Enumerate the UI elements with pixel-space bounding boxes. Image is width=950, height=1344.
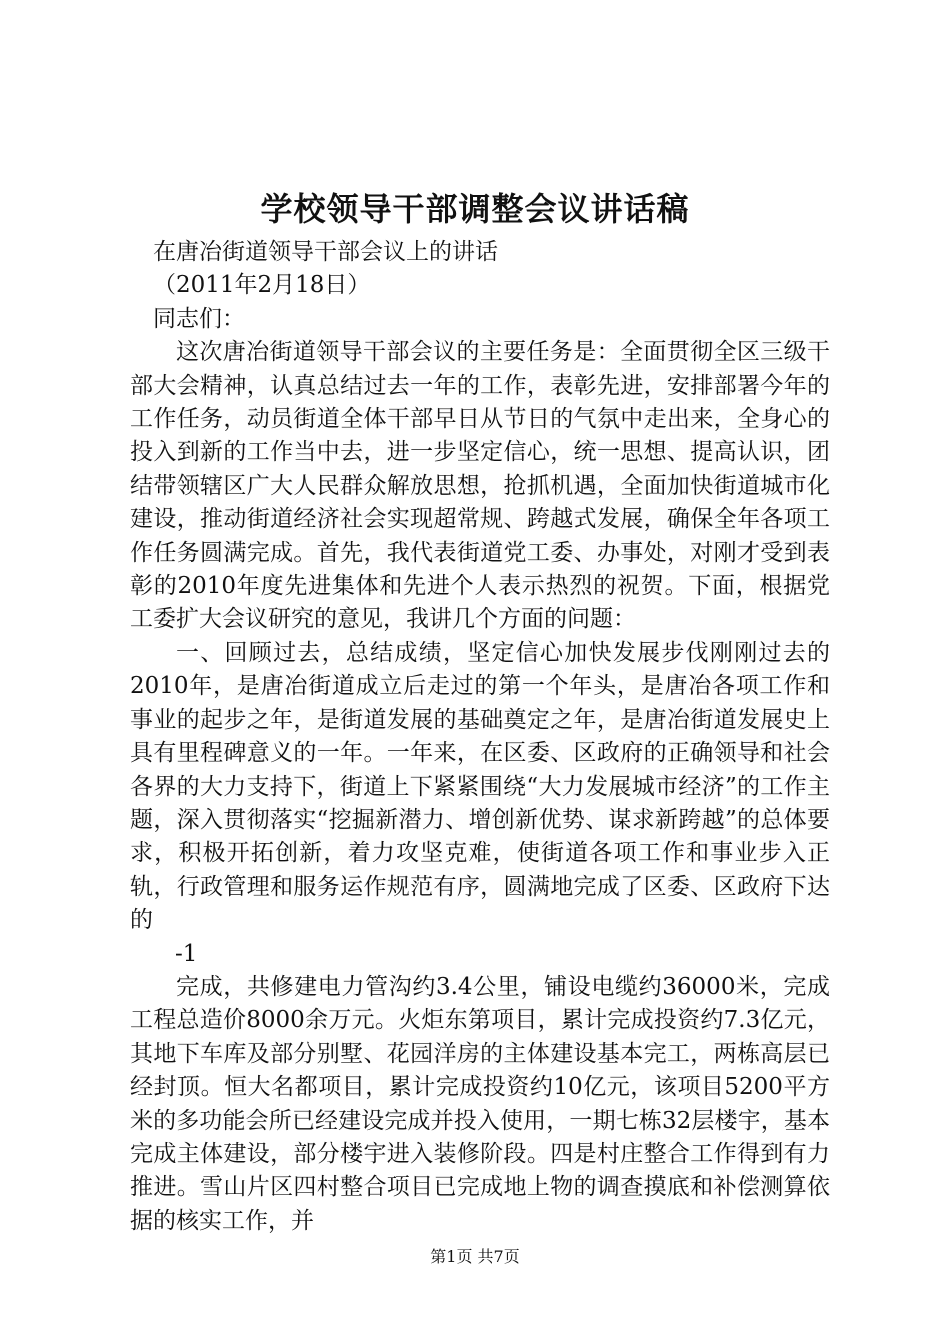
inline-page-number: -1 — [175, 940, 198, 967]
document-body — [130, 236, 830, 1238]
speech-subtitle: 在唐冶街道领导干部会议上的讲话 — [153, 239, 498, 265]
document-title: 学校领导干部调整会议讲话稿 — [260, 190, 690, 228]
salutation: 同志们： — [153, 305, 245, 332]
paragraph: 完成，共修建电力管沟约3.4公里，铺设电缆约36000米，完成工程总造价8000余万元。火炬东第项目，累计完成投资约7.3亿元，其地下车库及部分别墅、花园洋房的主体建设基本完工，两栋高层已经封顶。恒大名都项目，累计完成投资约10亿元，该项目5200平方米的多功能会所已经建设完成并投入使用，一期七栋32层楼宇，基本完成主体建设，部分楼宇进入装修阶段。四是村庄整合工作得到有力推进。雪山片区四村整合项目已完成地上物的调查摸底和补偿测算依据的核实工作，并 — [130, 973, 830, 1234]
paragraph: 这次唐冶街道领导干部会议的主要任务是：全面贯彻全区三级干部大会精神，认真总结过去一年的工作，表彰先进，安排部署今年的工作任务，动员街道全体干部早日从节日的气氛中走出来，全身心的投入到新的工作当中去，进一步坚定信心，统一思想、提高认识，团结带领辖区广大人民群众解放思想，抢抓机遇，全面加快街道城市化建设，推动街道经济社会实现超常规、跨越式发展，确保全年各项工作任务圆满完成。首先，我代表街道党工委、办事处，对刚才受到表彰的2010年度先进集体和先进个人表示热烈的祝贺。下面，根据党工委扩大会议研究的意见，我讲几个方面的问题： — [130, 339, 830, 633]
paragraph: 一、回顾过去，总结成绩，坚定信心加快发展步伐刚刚过去的2010年，是唐冶街道成立后走过的第一个年头，是唐冶各项工作和事业的起步之年，是街道发展的基础奠定之年，是唐冶街道发展史上具有里程碑意义的一年。一年来，在区委、区政府的正确领导和社会各界的大力支持下，街道上下紧紧围绕“大力发展城市经济”的工作主题，深入贯彻落实“挖掘新潜力、增创新优势、谋求新跨越”的总体要求，积极开拓创新，着力攻坚克难，使街道各项工作和事业步入正轨，行政管理和服务运作规范有序，圆满地完成了区委、区政府下达的 — [130, 639, 830, 934]
speech-date: （2011年2月18日） — [153, 272, 371, 299]
page-footer: 第1页 共7页 — [430, 1247, 520, 1266]
